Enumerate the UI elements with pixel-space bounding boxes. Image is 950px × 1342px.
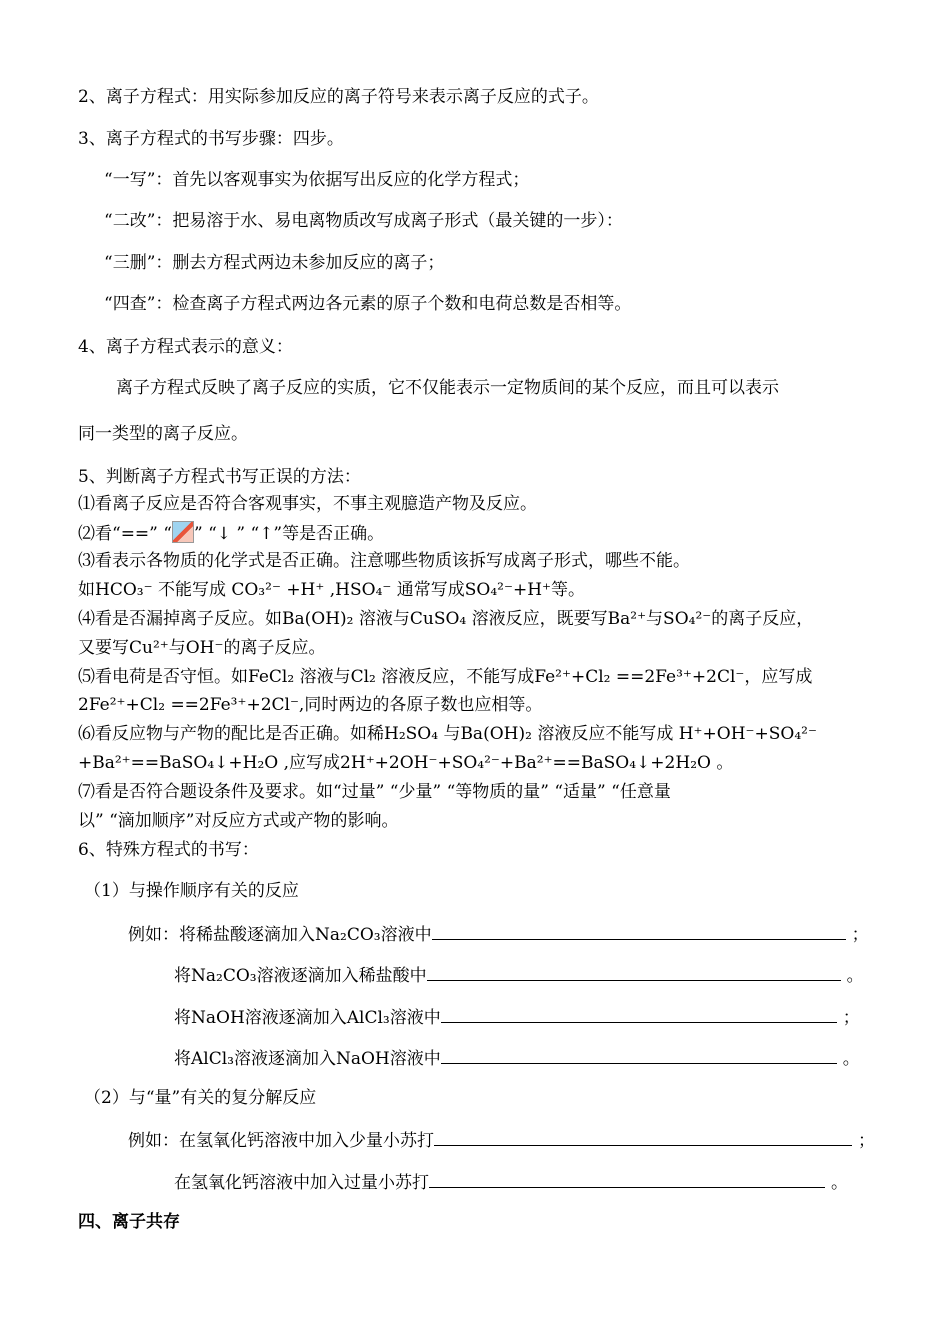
step-write: “一写”：首先以客观事实为依据写出反应的化学方程式； — [104, 170, 530, 190]
blank-line-1 — [128, 922, 869, 946]
answer-blank-1[interactable] — [432, 922, 846, 940]
section-5-title: 5、判断离子方程式书写正误的方法： — [78, 467, 361, 487]
blank-line-3 — [174, 1005, 860, 1029]
blank-3-punct: ； — [842, 1008, 860, 1028]
broken-image-icon — [172, 521, 194, 543]
answer-blank-2[interactable] — [427, 963, 841, 981]
blank-line-5 — [128, 1128, 875, 1152]
rule-7-line2: 以” “滴加顺序”对反应方式或产物的影响。 — [78, 811, 399, 831]
blank-2-prompt: 将Na₂CO₃溶液逐滴加入稀盐酸中 — [174, 966, 427, 986]
blank-line-6 — [174, 1170, 848, 1194]
rule-2-part-a: ⑵看“==” “ — [78, 524, 172, 544]
blank-4-punct: 。 — [842, 1049, 860, 1069]
rule-2 — [78, 521, 384, 545]
blank-line-4 — [174, 1046, 860, 1070]
blank-4-prompt: 将AlCl₃溶液逐滴加入NaOH溶液中 — [174, 1049, 441, 1069]
rule-5-line1: ⑸看电荷是否守恒。如FeCl₂ 溶液与Cl₂ 溶液反应，不能写成Fe²⁺+Cl₂ ==2Fe³⁺+2Cl⁻，应写成 — [78, 667, 813, 687]
blank-6-punct: 。 — [831, 1173, 848, 1193]
rule-3: ⑶看表示各物质的化学式是否正确。注意哪些物质该拆写成离子形式，哪些不能。 — [78, 551, 690, 571]
step-check: “四查”：检查离子方程式两边各元素的原子个数和电荷总数是否相等。 — [104, 294, 632, 314]
blank-3-prompt: 将NaOH溶液逐滴加入AlCl₃溶液中 — [174, 1008, 441, 1028]
blank-2-punct: 。 — [846, 966, 864, 986]
step-delete: “三删”：删去方程式两边未参加反应的离子； — [104, 253, 445, 273]
blank-5-punct: ； — [858, 1131, 875, 1151]
rule-4-line2: 又要写Cu²⁺与OH⁻的离子反应。 — [78, 638, 326, 658]
section-four-heading: 四、离子共存 — [78, 1212, 180, 1232]
rule-2-part-b: ” “↓ ” “↑”等是否正确。 — [193, 524, 385, 544]
subsection-1-title: （1）与操作顺序有关的反应 — [84, 881, 299, 901]
blank-5-prompt: 例如：在氢氧化钙溶液中加入少量小苏打 — [128, 1131, 434, 1151]
subsection-2-title: （2）与“量”有关的复分解反应 — [84, 1088, 317, 1108]
rule-6-line1: ⑹看反应物与产物的配比是否正确。如稀H₂SO₄ 与Ba(OH)₂ 溶液反应不能写成 H⁺+OH⁻+SO₄²⁻ — [78, 724, 817, 744]
rule-3-example: 如HCO₃⁻ 不能写成 CO₃²⁻ +H⁺ ,HSO₄⁻ 通常写成SO₄²⁻+H⁺等。 — [78, 580, 585, 600]
rule-5-line2: 2Fe²⁺+Cl₂ ==2Fe³⁺+2Cl⁻,同时两边的各原子数也应相等。 — [78, 695, 543, 715]
blank-line-2 — [174, 963, 864, 987]
answer-blank-3[interactable] — [441, 1005, 837, 1023]
answer-blank-4[interactable] — [441, 1046, 837, 1064]
section-4-title: 4、离子方程式表示的意义： — [78, 337, 293, 357]
section-6-title: 6、特殊方程式的书写： — [78, 840, 259, 860]
meaning-paragraph-line1: 离子方程式反映了离子反应的实质，它不仅能表示一定物质间的某个反应，而且可以表示 — [116, 378, 779, 398]
answer-blank-5[interactable] — [434, 1128, 852, 1146]
meaning-paragraph-line2: 同一类型的离子反应。 — [78, 424, 248, 444]
step-change: “二改”：把易溶于水、易电离物质改写成离子形式（最关键的一步）： — [104, 211, 623, 231]
blank-1-punct: ； — [851, 925, 869, 945]
rule-4-line1: ⑷看是否漏掉离子反应。如Ba(OH)₂ 溶液与CuSO₄ 溶液反应，既要写Ba²⁺与SO₄²⁻的离子反应， — [78, 609, 814, 629]
section-2-definition: 2、离子方程式：用实际参加反应的离子符号来表示离子反应的式子。 — [78, 87, 599, 107]
rule-7-line1: ⑺看是否符合题设条件及要求。如“过量” “少量” “等物质的量” “适量” “任意量 — [78, 782, 671, 802]
rule-6-line2: +Ba²⁺==BaSO₄↓+H₂O ,应写成2H⁺+2OH⁻+SO₄²⁻+Ba²⁺==BaSO₄↓+2H₂O 。 — [78, 753, 734, 773]
rule-1: ⑴看离子反应是否符合客观事实，不事主观臆造产物及反应。 — [78, 494, 537, 514]
section-3-title: 3、离子方程式的书写步骤：四步。 — [78, 129, 344, 149]
answer-blank-6[interactable] — [429, 1170, 825, 1188]
blank-1-prompt: 例如：将稀盐酸逐滴加入Na₂CO₃溶液中 — [128, 925, 432, 945]
blank-6-prompt: 在氢氧化钙溶液中加入过量小苏打 — [174, 1173, 429, 1193]
